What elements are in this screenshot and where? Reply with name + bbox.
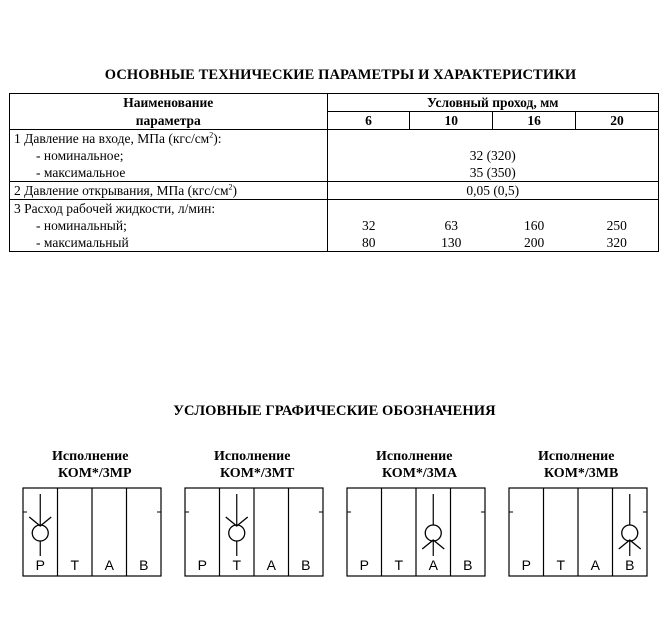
bore-header: Условный проход, мм xyxy=(327,94,658,112)
symbols-heading: УСЛОВНЫЕ ГРАФИЧЕСКИЕ ОБОЗНАЧЕНИЯ xyxy=(173,403,496,419)
variant-caption-mb xyxy=(508,448,668,482)
port-label: B xyxy=(139,557,149,573)
check-valve-ball-icon xyxy=(32,525,48,541)
row3-title: 3 Расход рабочей жидкости, л/мин: xyxy=(10,200,328,218)
port-label: P xyxy=(359,557,369,573)
variant-caption-mt xyxy=(184,448,344,482)
variant-caption-ma xyxy=(346,448,506,482)
variant-caption-line1: Исполнение xyxy=(214,449,291,464)
check-valve-ball-icon xyxy=(425,525,441,541)
row3-nominal-20: 250 xyxy=(576,217,659,234)
valve-symbol-mp xyxy=(22,486,162,578)
row2-value: 0,05 (0,5) xyxy=(327,182,658,200)
port-label: A xyxy=(104,557,114,573)
port-label: P xyxy=(197,557,207,573)
row1-max-label: - максимальное xyxy=(10,164,328,182)
row1-max-value: 35 (350) xyxy=(327,164,658,182)
row3-nominal-16: 160 xyxy=(524,218,545,233)
variant-caption-mp xyxy=(22,448,182,482)
port-label: P xyxy=(521,557,531,573)
main-heading: ОСНОВНЫЕ ТЕХНИЧЕСКИЕ ПАРАМЕТРЫ И ХАРАКТЕРИСТИКИ xyxy=(104,67,577,83)
variant-caption-line2: КОМ*/3МТ xyxy=(220,466,295,481)
row3-max-label: - максимальный xyxy=(10,234,328,252)
port-label: T xyxy=(70,557,80,573)
valve-symbol-ma xyxy=(346,486,486,578)
bore-16: 16 xyxy=(493,112,576,130)
variant-caption-line2: КОМ*/3МР xyxy=(58,466,132,481)
port-label: B xyxy=(625,557,635,573)
variant-caption-line1: Исполнение xyxy=(376,449,453,464)
row3-max-16: 200 xyxy=(493,234,576,252)
row1-title: 1 Давление на входе, МПа $(кгс/см^2)$: xyxy=(10,130,328,148)
param-header-line1: Наименование xyxy=(10,94,328,112)
check-valve-ball-icon xyxy=(229,525,245,541)
variant-caption-line1: Исполнение xyxy=(52,449,129,464)
port-label: T xyxy=(232,557,242,573)
bore-20: 20 xyxy=(576,112,659,130)
row3-nominal-10: 63 xyxy=(444,218,459,233)
port-label: T xyxy=(394,557,404,573)
port-label: B xyxy=(301,557,311,573)
check-valve-ball-icon xyxy=(622,525,638,541)
port-label: A xyxy=(590,557,600,573)
variant-caption-line1: Исполнение xyxy=(538,449,615,464)
row3-max-6: 80 xyxy=(327,234,410,252)
row3-nominal-6: 32 xyxy=(361,218,376,233)
row1-nominal-value: 32 (320) xyxy=(327,147,658,164)
variant-caption-line2: КОМ*/3МВ xyxy=(544,466,619,481)
valve-symbol-mt xyxy=(184,486,324,578)
parameters-table xyxy=(9,93,659,252)
variant-caption-line2: КОМ*/3МА xyxy=(382,466,458,481)
port-label: A xyxy=(428,557,438,573)
port-label: P xyxy=(35,557,45,573)
bore-6: 6 xyxy=(327,112,410,130)
port-label: T xyxy=(556,557,566,573)
row3-max-10: 130 xyxy=(410,234,493,252)
row3-max-20: 320 xyxy=(576,234,659,252)
row2-title: 2 Давление открывания, МПа $(кгс/см^2)$ xyxy=(10,182,328,200)
port-label: A xyxy=(266,557,276,573)
row1-nominal-label: - номинальное; xyxy=(10,147,328,164)
row3-nominal-label: - номинальный; xyxy=(10,217,328,234)
port-label: B xyxy=(463,557,473,573)
bore-10: 10 xyxy=(410,112,493,130)
valve-symbol-mb xyxy=(508,486,648,578)
param-header-line2: параметра xyxy=(10,112,328,130)
